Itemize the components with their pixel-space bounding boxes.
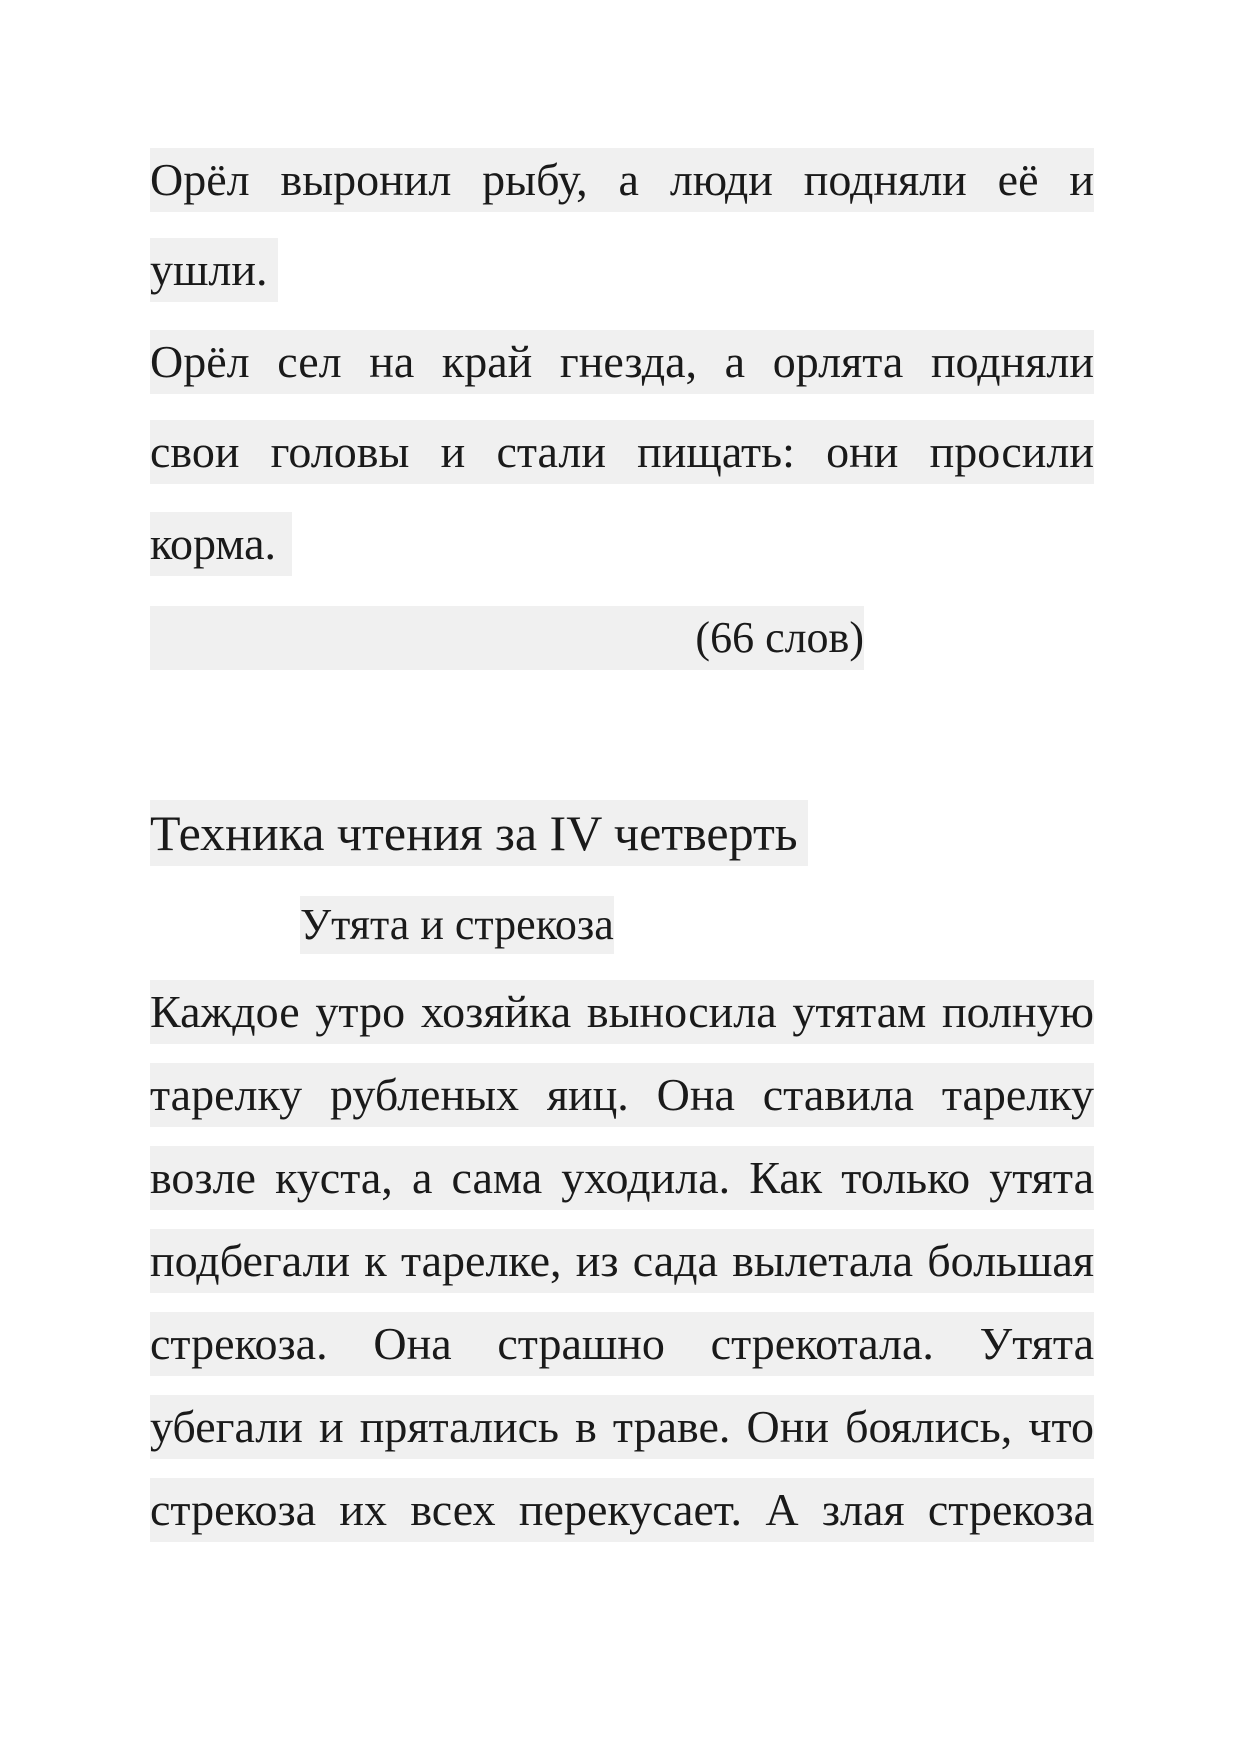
paragraph-line: возле куста, а сама уходила. Как только утята (150, 1146, 1094, 1210)
story-title: Утята и стрекоза (300, 896, 614, 954)
paragraph-line: убегали и прятались в траве. Они боялись, что (150, 1395, 1094, 1459)
paragraph-line: тарелку рубленых яиц. Она ставила тарелку (150, 1063, 1094, 1127)
paragraph-line: свои головы и стали пищать: они просили (150, 420, 1094, 484)
paragraph-line: подбегали к тарелке, из сада вылетала большая (150, 1229, 1094, 1293)
section-title: Техника чтения за IV четверть (150, 800, 808, 866)
paragraph-line: Орёл сел на край гнезда, а орлята подняли (150, 330, 1094, 394)
paragraph-line: стрекоза. Она страшно стрекотала. Утята (150, 1312, 1094, 1376)
word-count: (66 слов) (150, 606, 864, 670)
paragraph-line: стрекоза их всех перекусает. А злая стрекоза (150, 1478, 1094, 1542)
paragraph-line: Каждое утро хозяйка выносила утятам полную (150, 980, 1094, 1044)
paragraph-line: ушли. (150, 238, 278, 302)
paragraph-line: Орёл выронил рыбу, а люди подняли её и (150, 148, 1094, 212)
paragraph-line: корма. (150, 512, 292, 576)
